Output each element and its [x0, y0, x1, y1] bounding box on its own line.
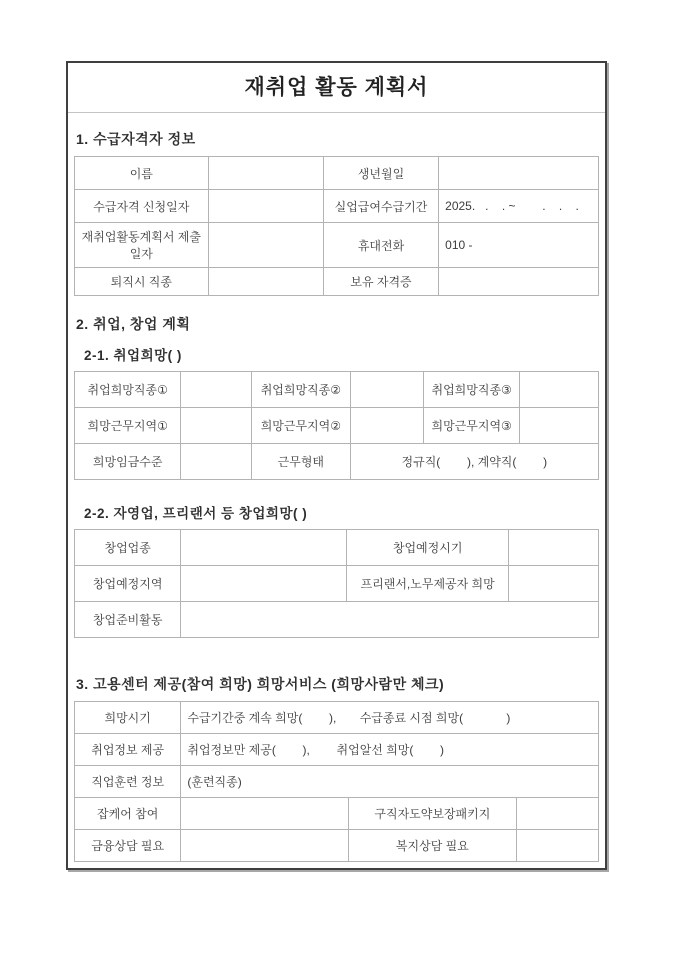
table-row	[75, 223, 599, 268]
former-job-value	[208, 268, 323, 296]
financial-counsel-value	[181, 830, 349, 862]
startup-region-value	[181, 566, 347, 602]
section1-heading: 1. 수급자격자 정보	[76, 131, 196, 147]
table-row	[75, 734, 599, 766]
table-row	[75, 157, 599, 190]
section2-heading: 2. 취업, 창업 계획	[76, 316, 191, 332]
desired-wage-value	[181, 444, 252, 480]
name-label: 이름	[75, 157, 209, 190]
jumpup-package-label: 구직자도약보장패키지	[349, 798, 517, 830]
desired-region-1-label: 희망근무지역①	[75, 408, 181, 444]
freelancer-hope-value	[509, 566, 599, 602]
table-row	[75, 444, 599, 480]
benefit-period-value: 2025. . . ~ . . .	[439, 190, 599, 223]
startup-industry-value	[181, 530, 347, 566]
form-title: 재취업 활동 계획서	[68, 63, 605, 113]
application-date-value	[208, 190, 323, 223]
birthdate-label: 생년월일	[323, 157, 438, 190]
table-row	[75, 530, 599, 566]
jobcare-value	[181, 798, 349, 830]
benefit-period-label: 실업급여수급기간	[323, 190, 438, 223]
desired-timing-label: 희망시기	[75, 702, 181, 734]
certificates-label: 보유 자격증	[323, 268, 438, 296]
startup-preparation-value	[181, 602, 599, 638]
application-date-label: 수급자격 신청일자	[75, 190, 209, 223]
section2-2-subheading: 2-2. 자영업, 프리랜서 등 창업희망( )	[84, 506, 308, 521]
desired-wage-label: 희망임금수준	[75, 444, 181, 480]
training-info-value: (훈련직종)	[181, 766, 599, 798]
startup-date-value	[509, 530, 599, 566]
desired-job-3-label: 취업희망직종③	[424, 372, 519, 408]
startup-hope-table	[74, 529, 599, 638]
startup-preparation-label: 창업준비활동	[75, 602, 181, 638]
service-hope-table	[74, 701, 599, 862]
desired-region-1-value	[181, 408, 252, 444]
work-type-value: 정규직( ), 계약직( )	[350, 444, 598, 480]
financial-counsel-label: 금융상담 필요	[75, 830, 181, 862]
name-value	[208, 157, 323, 190]
mobile-phone-label: 휴대전화	[323, 223, 438, 268]
jobcare-label: 잡케어 참여	[75, 798, 181, 830]
table-row	[75, 566, 599, 602]
startup-region-label: 창업예정지역	[75, 566, 181, 602]
certificates-value	[439, 268, 599, 296]
mobile-phone-value: 010 -	[439, 223, 599, 268]
table-row	[75, 798, 599, 830]
desired-job-1-label: 취업희망직종①	[75, 372, 181, 408]
birthdate-value	[439, 157, 599, 190]
table-row	[75, 408, 599, 444]
desired-job-1-value	[181, 372, 252, 408]
startup-industry-label: 창업업종	[75, 530, 181, 566]
plan-submit-date-label: 재취업활동계획서 제출일자	[75, 223, 209, 268]
form-document	[66, 61, 607, 870]
employment-hope-table	[74, 371, 599, 480]
jumpup-package-value	[516, 798, 598, 830]
desired-job-2-label: 취업희망직종②	[252, 372, 351, 408]
recipient-info-table	[74, 156, 599, 296]
form-body	[68, 129, 605, 862]
table-row	[75, 372, 599, 408]
plan-submit-date-value	[208, 223, 323, 268]
desired-region-3-value	[519, 408, 598, 444]
section2-1-subheading: 2-1. 취업희망( )	[84, 348, 182, 363]
table-row	[75, 602, 599, 638]
desired-job-3-value	[519, 372, 598, 408]
startup-date-label: 창업예정시기	[346, 530, 508, 566]
section3-heading: 3. 고용센터 제공(참여 희망) 희망서비스 (희망사람만 체크)	[76, 676, 445, 692]
desired-job-2-value	[350, 372, 424, 408]
freelancer-hope-label: 프리랜서,노무제공자 희망	[346, 566, 508, 602]
work-type-label: 근무형태	[252, 444, 351, 480]
training-info-label: 직업훈련 정보	[75, 766, 181, 798]
job-info-label: 취업정보 제공	[75, 734, 181, 766]
welfare-counsel-label: 복지상담 필요	[349, 830, 517, 862]
former-job-label: 퇴직시 직종	[75, 268, 209, 296]
table-row	[75, 830, 599, 862]
table-row	[75, 766, 599, 798]
desired-timing-value: 수급기간중 계속 희망( ), 수급종료 시점 희망( )	[181, 702, 599, 734]
desired-region-3-label: 희망근무지역③	[424, 408, 519, 444]
desired-region-2-value	[350, 408, 424, 444]
table-row	[75, 268, 599, 296]
desired-region-2-label: 희망근무지역②	[252, 408, 351, 444]
welfare-counsel-value	[516, 830, 598, 862]
table-row	[75, 190, 599, 223]
table-row	[75, 702, 599, 734]
job-info-value: 취업정보만 제공( ), 취업알선 희망( )	[181, 734, 599, 766]
